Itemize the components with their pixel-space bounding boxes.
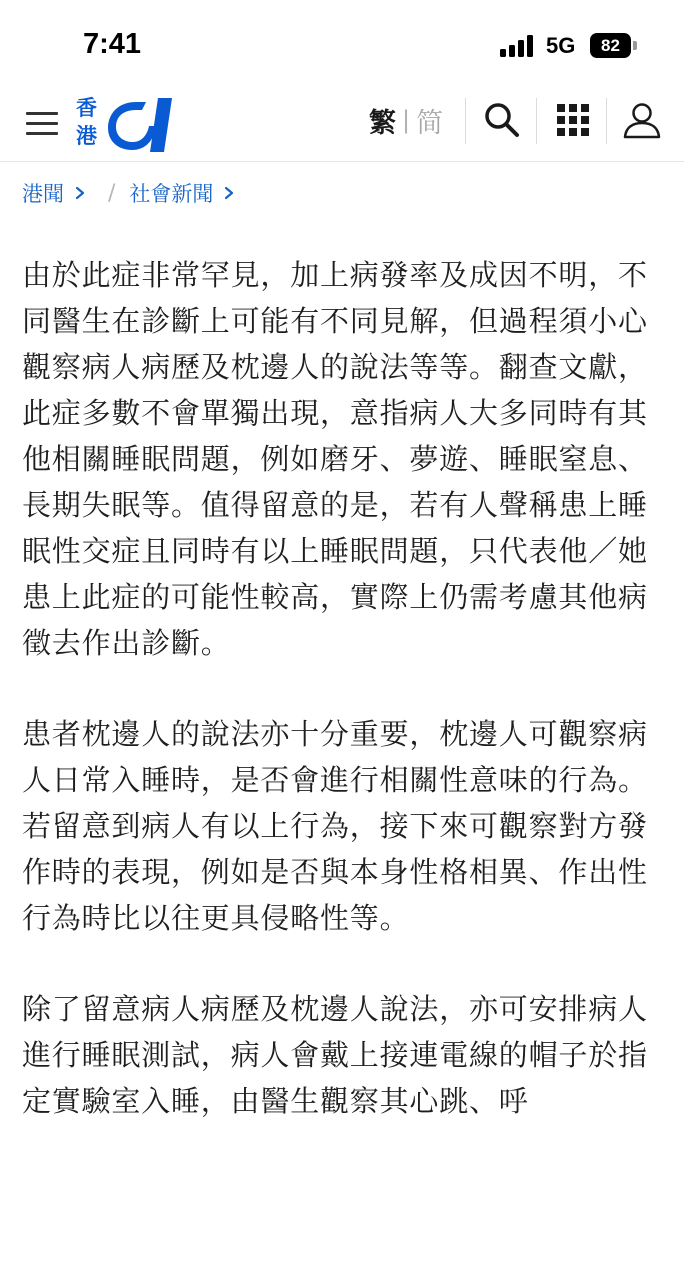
breadcrumb-item-hk-news[interactable] bbox=[22, 178, 86, 208]
breadcrumb-label: 港聞 bbox=[22, 182, 64, 206]
logo-char-1: 香 bbox=[76, 96, 97, 120]
status-bar bbox=[0, 0, 684, 90]
logo-text bbox=[76, 94, 102, 150]
breadcrumb bbox=[22, 176, 235, 210]
menu-icon[interactable] bbox=[26, 110, 58, 136]
article-body bbox=[22, 252, 662, 1169]
lang-simplified-button[interactable]: 简 bbox=[416, 107, 444, 139]
chevron-right-icon bbox=[223, 185, 235, 201]
signal-icon bbox=[500, 35, 536, 57]
status-time: 7:41 bbox=[83, 28, 142, 60]
network-type: 5G bbox=[546, 33, 576, 58]
chevron-right-icon bbox=[74, 185, 86, 201]
lang-separator: | bbox=[402, 106, 411, 134]
article-paragraph: 除了留意病人病歷及枕邊人說法，亦可安排病人進行睡眠測試，病人會戴上接連電線的帽子於指定實驗室入睡，由醫生觀察其心跳、呼 bbox=[22, 992, 648, 1118]
article-paragraph: 患者枕邊人的說法亦十分重要，枕邊人可觀察病人日常入睡時，是否會進行相關性意味的行為。若留意到病人有以上行為，接下來可觀察對方發作時的表現，例如是否與本身性格相異、作出性行為時比以往更具侵略性等。 bbox=[22, 717, 648, 935]
battery-icon bbox=[590, 33, 631, 58]
user-icon[interactable] bbox=[622, 100, 662, 140]
breadcrumb-item-society-news[interactable] bbox=[129, 178, 235, 208]
logo-char-2: 港 bbox=[76, 124, 97, 148]
divider bbox=[465, 98, 466, 144]
site-header bbox=[0, 90, 684, 162]
article-paragraph: 由於此症非常罕見，加上病發率及成因不明，不同醫生在診斷上可能有不同見解，但過程須小心觀察病人病歷及枕邊人的說法等等。翻查文獻，此症多數不會單獨出現，意指病人大多同時有其他相關睡眠問題，例如磨牙、夢遊、睡眠窒息、長期失眠等。值得留意的是，若有人聲稱患上睡眠性交症且同時有以上睡眠問題，只代表他／她患上此症的可能性較高，實際上仍需考慮其他病徵去作出診斷。 bbox=[22, 258, 648, 660]
battery-level: 82 bbox=[601, 36, 620, 55]
breadcrumb-separator: / bbox=[108, 180, 116, 206]
lang-traditional-button[interactable]: 繁 bbox=[369, 107, 396, 139]
battery-tip bbox=[633, 41, 637, 50]
site-logo[interactable] bbox=[76, 94, 186, 156]
search-icon[interactable] bbox=[482, 100, 522, 140]
language-switch bbox=[369, 100, 443, 140]
breadcrumb-label: 社會新聞 bbox=[129, 182, 214, 206]
grid-icon[interactable] bbox=[553, 100, 593, 140]
logo-mark-icon bbox=[106, 96, 178, 154]
divider bbox=[536, 98, 537, 144]
divider bbox=[606, 98, 607, 144]
